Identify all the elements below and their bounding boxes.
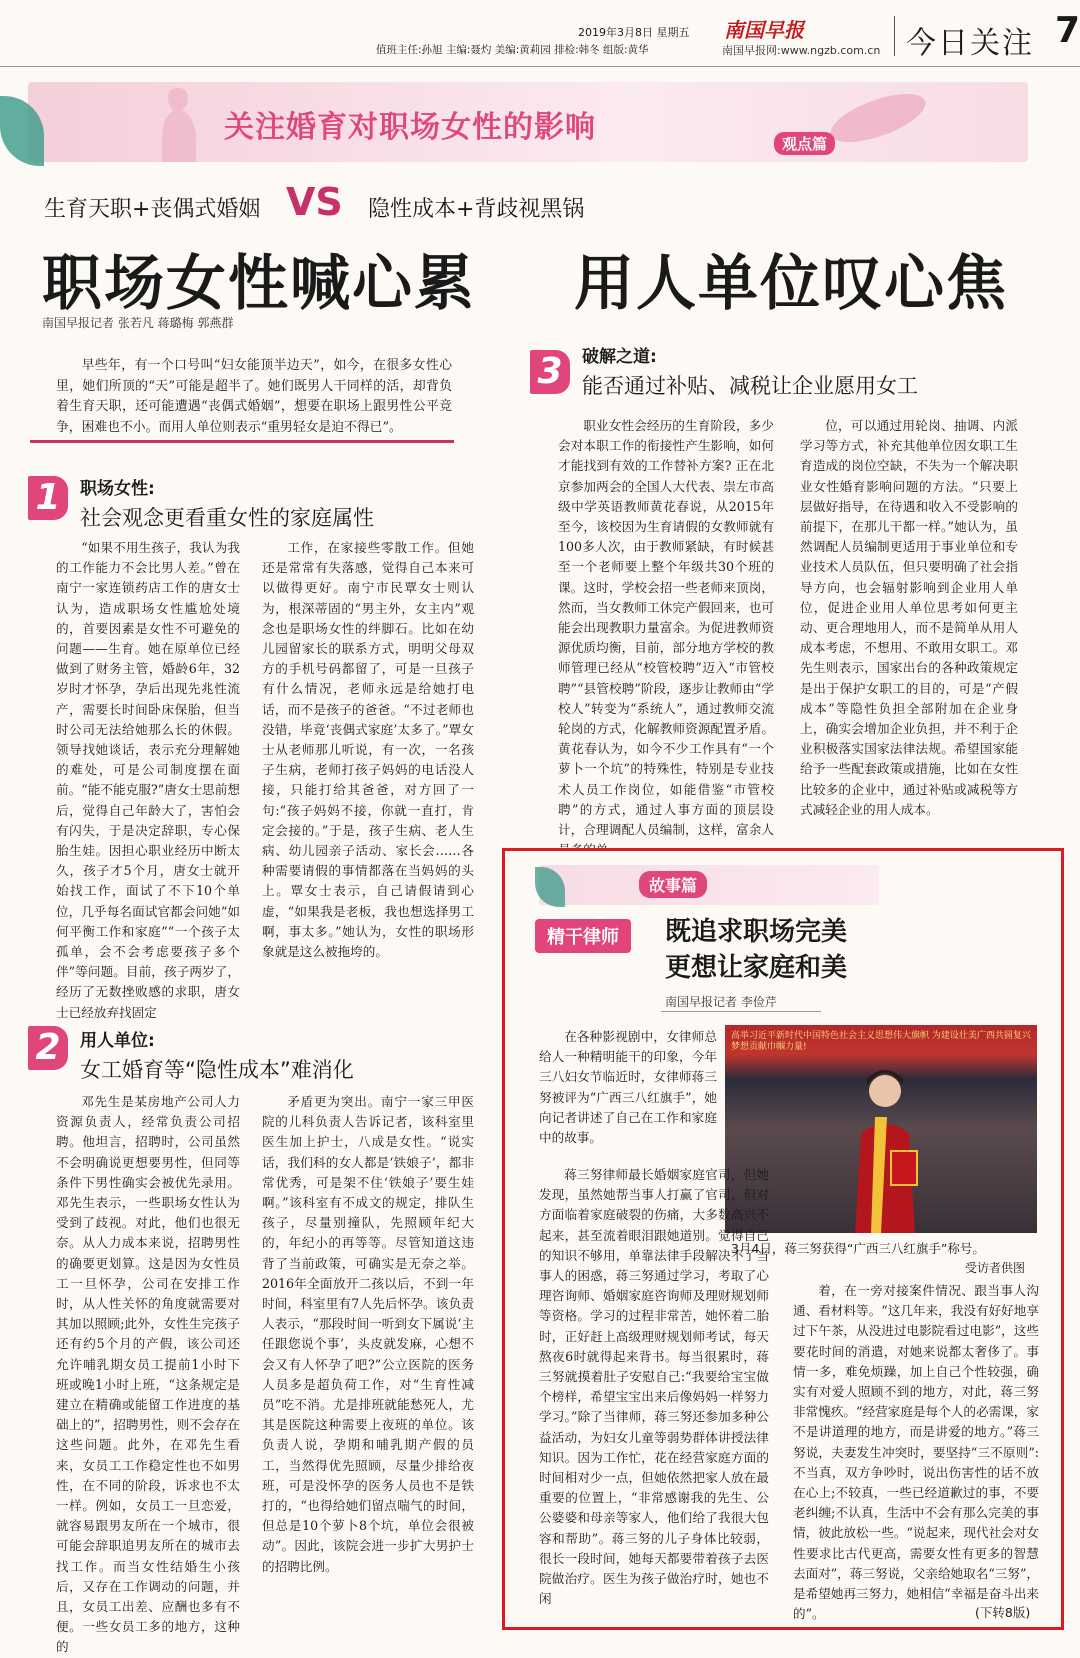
story-byline-rule xyxy=(661,1011,821,1012)
photo-credit: 受访者供图 xyxy=(965,1261,1026,1275)
story-tag: 故事篇 xyxy=(639,871,707,898)
section2-column-1: 邓先生是某房地产公司人力资源负责人，经常负责公司招聘。他坦言，招聘时，公司虽然不会明确说更想要男性，但同等条件下男性确实会被优先录用。邓先生表示，一些职场女性认为受到了歧视。对此，他们也很无奈。从人力成本来说，招聘男性的确要更划算。这是因为女性员工一旦怀孕，公司在安排工作时，从人性关怀的角度就需要对其加以照顾;此外，女性生完孩子还有约5个月的产假，该公司还允许哺乳期女员工提前1小时下班或晚1小时上班，“这条规定是建立在精确或能留工作进度的基础上的”，招聘男性，则不会存在这些问题。此外，在邓先生看来，女员工工作稳定性也不如男性，在不同的阶段，诉求也不太一样。例如，女员工一旦恋爱，就容易跟男友所在一个城市，很可能会辞职追男友所在的城市去找工作。而当女性结婚生小孩后，又存在工作调动的问题，并且，女员工出差、应酬也多有不便。一些女员工多的地方，这种的 xyxy=(56,1094,240,1655)
editor-credits: 值班主任:孙旭 主编:聂灼 美编:黄莉园 排检:韩冬 组版:黄华 xyxy=(376,44,649,56)
section3-title: 能否通过补贴、减税让企业愿用女工 xyxy=(582,374,918,398)
section1-title-label: 职场女性: xyxy=(80,479,155,499)
section3-title-label: 破解之道: xyxy=(582,347,657,367)
story-column-2: 着，在一旁对接案件情况、跟当事人沟通、看材料等。“这几年来，我没有好好地享过下午茶，从没进过电影院看过电影”，这些要花时间的消遣，对她来说都太奢侈了。事情一多，难免烦躁，加上自己个性较强，确实有对爱人照顾不到的地方，对此，蒋三努非常愧疚。“经营家庭是每个人的必需课，家不是讲道理的地方，而是讲爱的地方。”蒋三努说，夫妻发生冲突时，要坚持“三不原则”:不当真，双方争吵时，说出伤害性的话不放在心上;不较真，一些已经道歉过的事，不要老纠缠;不认真，生活中不会有那么完美的事情，彼此放松一些。“说起来，现代社会对女性要求比古代更高，需要女性有更多的智慧去面对”，蒋三努说，父亲给她取名“三努”，是希望她再三努力，她相信“幸福是奋斗出来的”。 xyxy=(793,1283,1040,1622)
story-header-band xyxy=(539,865,879,905)
section1-title: 社会观念更看重女性的家庭属性 xyxy=(80,506,374,530)
continued-note: (下转8版) xyxy=(975,1605,1031,1620)
main-headline-right: 用人单位叹心焦 xyxy=(574,249,1008,319)
headline-sub-left: 生育天职+丧偶式婚姻 xyxy=(44,197,261,222)
photo-caption: 3月4日，蒋三努获得“广西三八红旗手”称号。 xyxy=(731,1241,985,1256)
story-column-1: 蒋三努律师最长婚姻家庭官司，但她发现，虽然她帮当事人打赢了官司，但对方面临着家庭破裂的伤痛，大多数高兴不起来，甚至流着眼泪跟她道别。觉得自己的知识不够用，单靠法律手段解决不了当事人的困惑，蒋三努通过学习，考取了心理咨询师、婚姻家庭咨询师及理财规划师等资格。学习的过程非常苦，她怀着二胎时，正好赶上高级理财规划师考试，每天熬夜6时就得起来背书。每当很累时，蒋三努就摸着肚子安慰自己:“我要给宝宝做个榜样，希望宝宝出来后像妈妈一样努力学习。”除了当律师，蒋三努还参加多种公益活动，为妇女儿童等弱势群体讲授法律知识。因为工作忙，花在经营家庭方面的时间相对少一点，但她依然把家人放在最重要的位置上，“非常感谢我的先生、公公婆婆和母亲等家人，他们给了我很大包容和帮助”。蒋三努的儿子身体比较弱，很长一段时间，她每天都要带着孩子去医院做治疗。医生为孩子做治疗时，她也不闲 xyxy=(539,1167,769,1607)
lead-paragraph: 早些年，有一个口号叫“妇女能顶半边天”，如今，在很多女性心里，她们所顶的“天”可能是超半了。她们既男人干同样的活，却背负着生育天职，还可能遭遇“丧偶式婚姻”，想要在职场上跟男性公平竞争，困难也不小。而用人单位则表示“重男轻女是迫不得已”。 xyxy=(56,358,452,435)
photo-person-icon xyxy=(845,1065,925,1233)
issue-date: 2019年3月8日 星期五 xyxy=(578,26,690,39)
section3-number: 3 xyxy=(530,350,570,394)
headline-byline: 南国早报记者 张若凡 蒋璐梅 郭燕群 xyxy=(42,316,234,330)
section3-column-1: 职业女性会经历的生育阶段，多少会对本职工作的衔接性产生影响，如何才能找到有效的工作替补方案? 正在北京参加两会的全国人大代表、崇左市高级中学英语教师黄花春说，从2015年至今，该校因为生育请假的女教师就有100多人次，由于教师紧缺，有时候甚至一个老师要上整个年级共30个班的课。这时，学校会招一些老师来顶岗，然而，当女教师工休完产假回来，也可能会出现教职力量富余。为促进教师资源优质均衡，目前，部分地方学校的教师管理已经从“校管校聘”迈入“市管校聘”“县管校聘”阶段，逐步让教师由“学校人”转变为“系统人”，通过教师交流轮岗的方式，化解教师资源配置矛盾。黄花春认为，如今不少工作具有“一个萝卜一个坑”的特殊性，特别是专业技术人员工作岗位，如能借鉴“市管校聘”的方式，通过人事方面的顶层设计，合理调配人员编制，这样，富余人 xyxy=(558,418,774,838)
page-number: 7 xyxy=(1054,10,1080,51)
headline-sub-right: 隐性成本+背歧视黑锅 xyxy=(368,197,585,222)
story-title-line-2: 更想让家庭和美 xyxy=(665,953,848,983)
section-name: 今日关注 xyxy=(906,26,1034,61)
section1-number: 1 xyxy=(28,476,68,520)
story-photo xyxy=(725,1025,1037,1233)
website: 南国早报网:www.ngzb.com.cn xyxy=(722,44,881,57)
story-intro: 在各种影视剧中，女律师总给人一种精明能干的印象，今年三八妇女节临近时，女律师蒋三努被评为“广西三八红旗手”，她向记者讲述了自己在工作和家庭中的故事。 xyxy=(539,1029,717,1146)
section1-column-1: “如果不用生孩子，我认为我的工作能力不会比男人差。”曾在南宁一家连锁药店工作的唐女士认为，造成职场女性尴尬处境的，首要因素是女性不可避免的问题——生育。她在原单位已经做到了财务主管，婚龄6年，32岁时才怀孕，孕后出现先兆性流产，需要长时间卧床保胎，但当时公司无法给她那么长的休假。领导找她谈话，表示充分理解她的难处，可是公司制度摆在面前。“能不能克服?”唐女士思前想后，觉得自己年龄大了，害怕会有闪失，于是决定辞职，专心保胎生娃。因担心职业经历中断太久，孩子才5个月，唐女士就开始找工作，面试了不下10个单位，几乎每名面试官都会问她“如何平衡工作和家庭”“一个孩子太孤单，会不会考虑要孩子多个伴”等问题。目前，孩子两岁了，经历了无数挫败感的求职，唐女士已经放弃找固定 xyxy=(56,540,240,1020)
section3-column-2: 位，可以通过用轮岗、抽调、内派学习等方式，补充其他单位因女职工生育造成的岗位空缺，不失为一个解决职业女性婚育影响问题的方法。“只要上层做好指导，在待遇和收入不受影响的前提下，在那儿干都一样。”她认为，虽然调配人员编制更适用于事业单位和专业技术人员队伍，但只要明确了社会指导方向，也会辐射影响到企业用人单位，促进企业用人单位思考如何更主动、更合理地用人，而不是简单从用人成本考虑，不想用、不敢用女职工。邓先生则表示，国家出台的各种政策规定是出于保护女职工的目的，可是“产假成本”等隐性负担全部附加在企业身上，确实会增加企业负担，并不利于企业积极落实国家法律法规。希望国家能给予一些配套政策或措施，比如在女性比较多的企业中，通过补贴或减税等方式减轻企业的用人成本。 xyxy=(800,418,1018,817)
section2-title-label: 用人单位: xyxy=(80,1031,155,1051)
decor-leaf-icon xyxy=(818,88,938,148)
photo-stage-banner: 高举习近平新时代中国特色社会主义思想伟大旗帜 为建设壮美广西共圆复兴梦想贡献巾帼力量! xyxy=(731,1031,1031,1052)
masthead-divider xyxy=(894,16,895,56)
topic-banner xyxy=(28,82,1028,162)
section2-title: 女工婚育等“隐性成本”难消化 xyxy=(80,1058,354,1082)
story-title-line-1: 既追求职场完美 xyxy=(665,917,848,947)
lead-rule xyxy=(30,440,454,443)
story-badge: 精干律师 xyxy=(535,919,631,953)
masthead xyxy=(0,0,1080,67)
main-headline-left: 职场女性喊心累 xyxy=(42,249,476,319)
paper-logo: 南国早报 xyxy=(724,18,804,42)
banner-title: 关注婚育对职场女性的影响 xyxy=(224,110,596,145)
decor-silhouette-icon xyxy=(148,82,208,162)
story-byline: 南国早报记者 李俭芹 xyxy=(665,995,777,1009)
banner-tag: 观点篇 xyxy=(774,132,835,155)
section2-number: 2 xyxy=(28,1026,68,1070)
headline-vs: VS xyxy=(286,180,343,224)
section1-column-2: 工作，在家接些零散工作。但她还是常常有失落感，觉得自己本来可以做得更好。南宁市民覃女士则认为，根深蒂固的“男主外，女主内”观念也是职场女性的绊脚石。比如在幼儿园留家长的联系方式，明明父母双方的手机号码都留了，可是一旦孩子有什么情况，老师永远是给她打电话，而不是孩子的爸爸。“不过老师也没错，毕竟‘丧偶式家庭’太多了。”覃女士从老师那儿听说，有一次，一名孩子生病，老师打孩子妈妈的电话没人接，只能打给其爸爸，对方回了一句:“孩子妈妈不接，你就一直打，肯定会接的。”于是，孩子生病、老人生病、幼儿园亲子活动、家长会……各种需要请假的事情都落在当妈妈的头上。覃女士表示，自己请假请到心虚，“如果我是老板，我也想选择男工啊，事太多。”她认为，女性的职场形象就是这么被拖垮的。 xyxy=(262,540,474,960)
section2-column-2: 矛盾更为突出。南宁一家三甲医院的儿科负责人告诉记者，该科室里医生加上护士，八成是女性。“说实话，我们科的女人都是‘铁娘子’，都非常优秀，可是架不住‘铁娘子’要生娃啊。”该科室有不成文的规定，排队生孩子，尽量别撞队，先照顾年纪大的，年纪小的再等等。尽管知道这违背了当前政策，可确实是无奈之举。2016年全面放开二孩以后，不到一年时间，科室里有7人先后怀孕。该负责人表示，“那段时间一听到女下属说‘主任跟您说个事’，头皮就发麻，心想不会又有人怀孕了吧?”公立医院的医务人员多是超负荷工作，对“生育性减员”吃不消。尤是排班就能愁死人，尤其是医院这种需要上夜班的单位。该负责人说，孕期和哺乳期产假的员工，当然得优先照顾，尽量少排给夜班，可是没怀孕的医务人员也不是铁打的，“也得给她们留点喘气的时间，但总是10个萝卜8个坑，单位会很被动”。因此，该院会进一步扩大男护士的招聘比例。 xyxy=(262,1094,474,1574)
story-frame xyxy=(502,848,1064,1630)
